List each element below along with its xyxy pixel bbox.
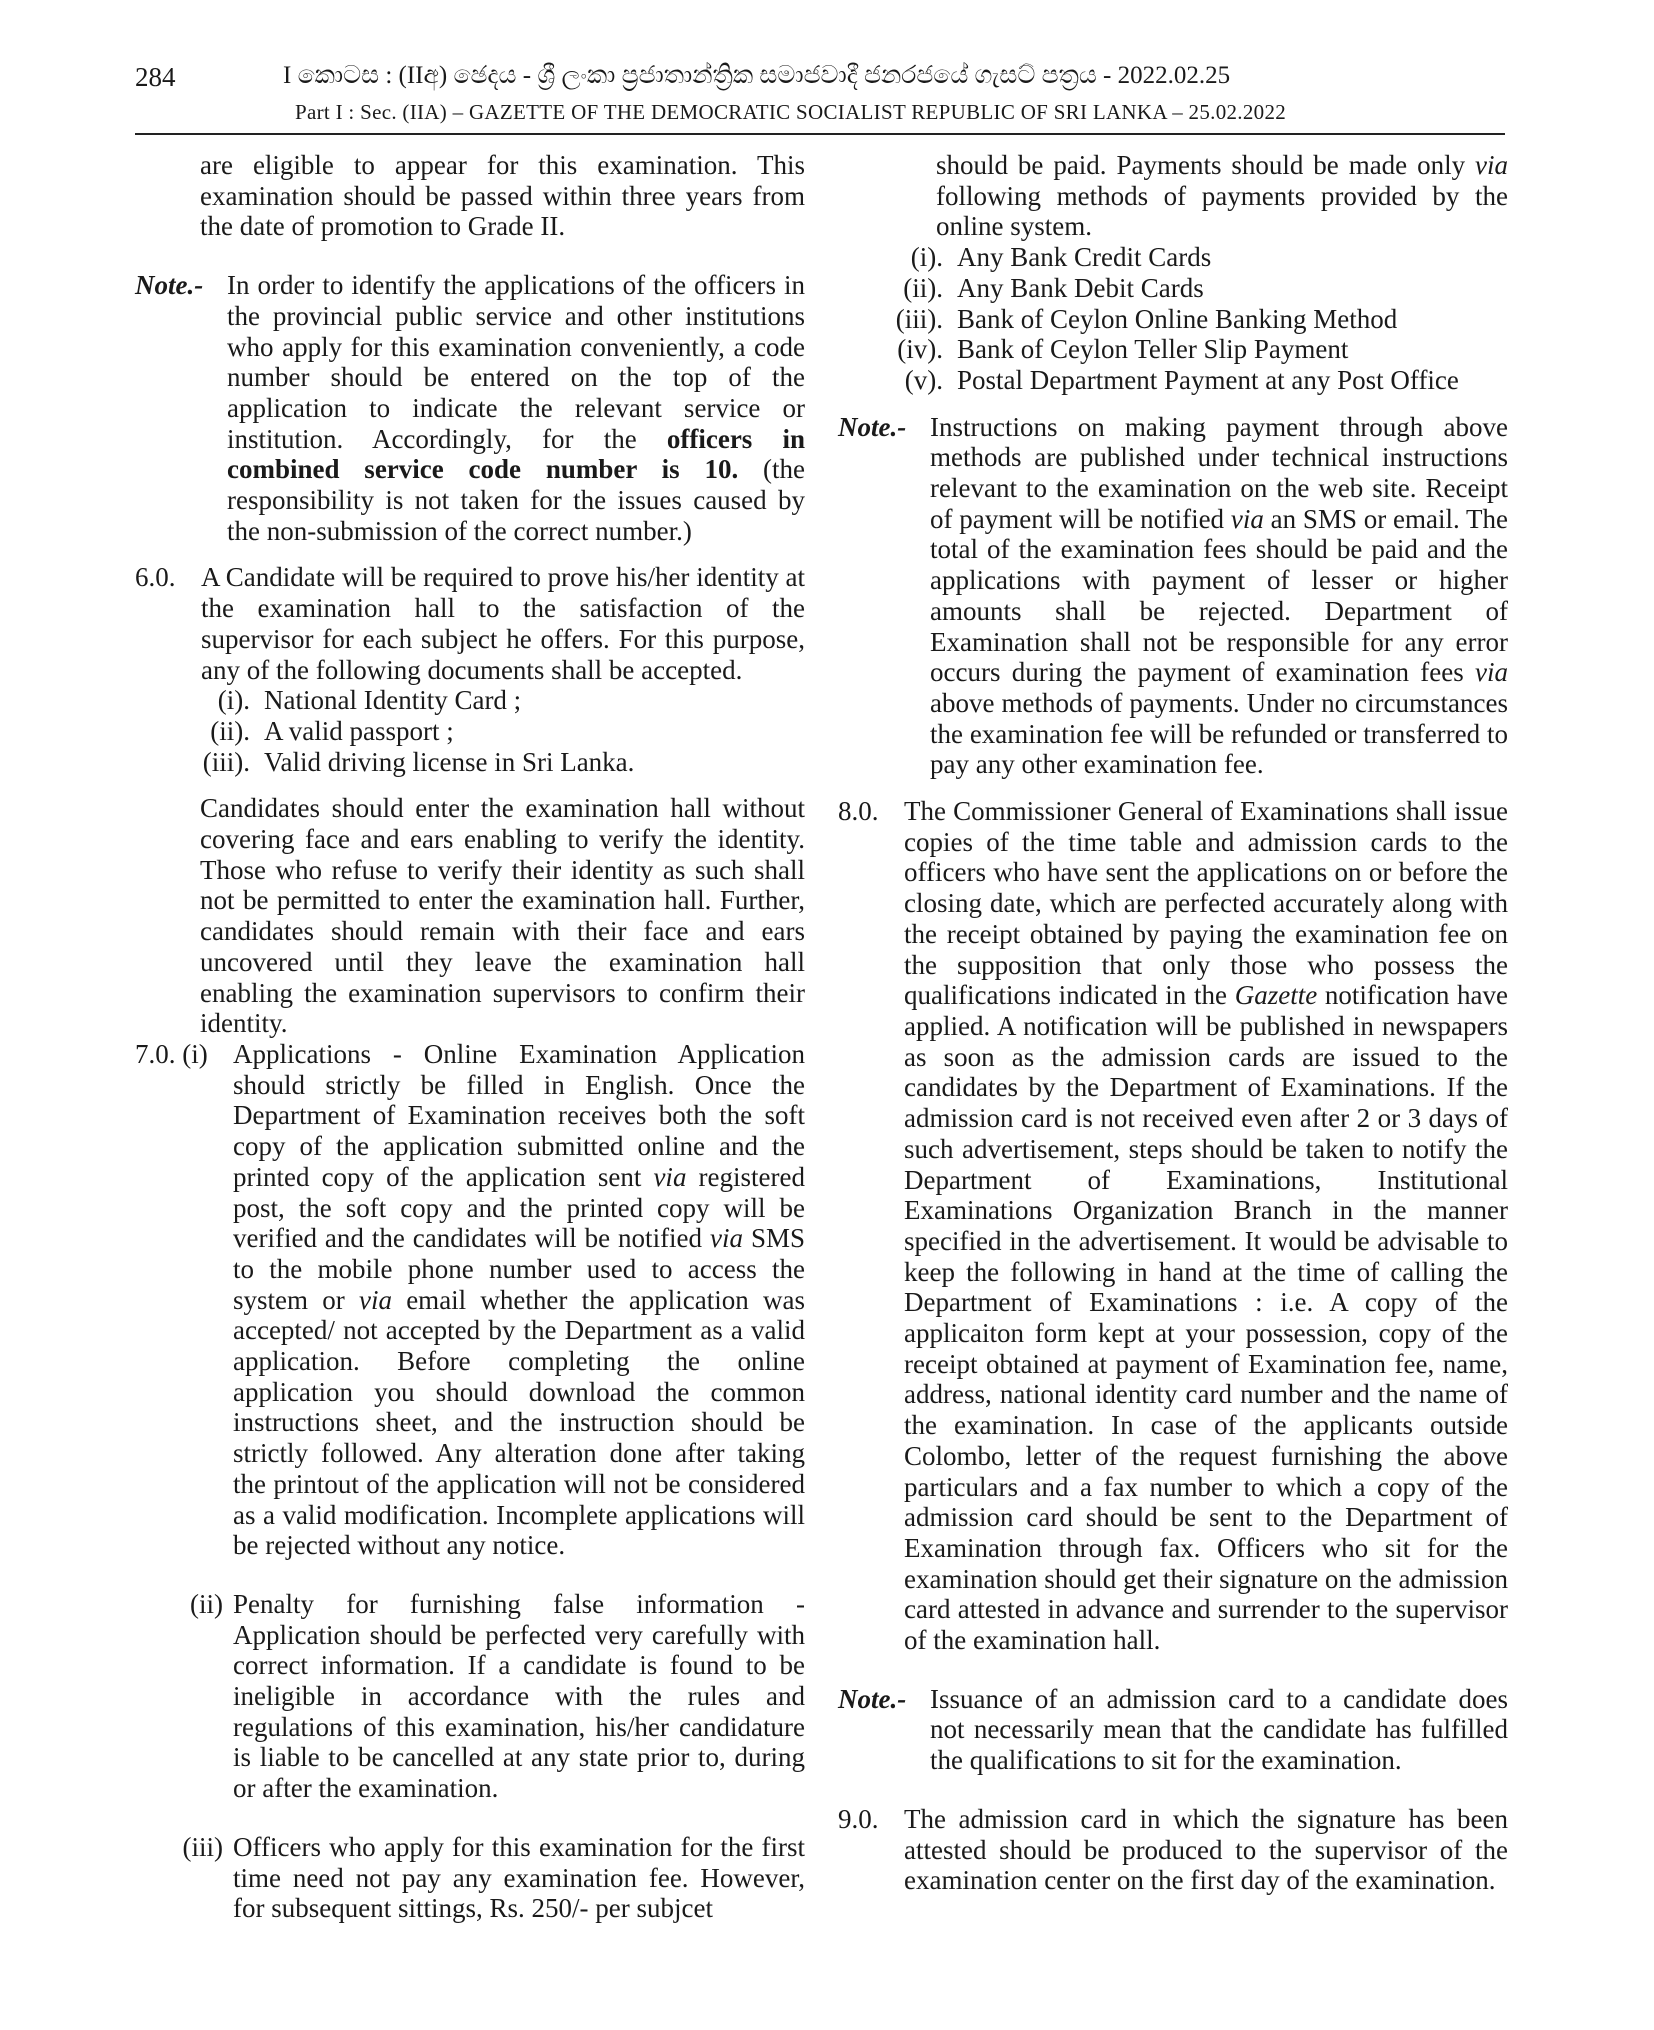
list-item: [135, 685, 805, 716]
italic-via: via: [1475, 657, 1508, 688]
list-number: (i).: [910, 242, 943, 273]
list-text: Any Bank Debit Cards: [957, 272, 1204, 303]
list-number: (iii).: [895, 303, 943, 334]
section-text: The admission card in which the signature has been attested should be produced to the supervisor of the examination center on the first day of the examination.: [904, 1803, 1508, 1896]
list-text: Any Bank Credit Cards: [957, 242, 1212, 273]
note-admission-card: [838, 1684, 1508, 1776]
note-label: Note.-: [838, 1683, 907, 1714]
list-text: Bank of Ceylon Online Banking Method: [957, 303, 1398, 334]
list-item: [838, 365, 1508, 396]
list-text: National Identity Card ;: [264, 685, 522, 716]
list-number: (ii).: [210, 715, 250, 746]
note-body: [227, 270, 805, 546]
list-item: [838, 273, 1508, 304]
text-run: SMS to the mobile phone number used to access the system or: [233, 1223, 805, 1315]
list-item: [135, 747, 805, 778]
section-number: 9.0.: [838, 1803, 879, 1834]
list-number: (ii).: [903, 272, 943, 303]
section-text: Officers who apply for this examination for the first time need not pay any examination fee. However, for subsequent sittings, Rs. 250/- per subjcet: [233, 1831, 805, 1924]
text-run: an SMS or email. The total of the examination fees should be paid and the applications with payment of lesser or higher amounts shall be rejected. Department of Examination shall not be responsible for any error occurs during the payment of examination fees: [930, 503, 1509, 688]
list-number: (v).: [904, 364, 943, 395]
note-code-number: [135, 270, 805, 546]
note-text-bold: officers in combined service code number is 10.: [227, 423, 806, 485]
note-label: Note.-: [135, 270, 204, 301]
text-run: should be paid. Payments should be made only: [936, 150, 1466, 180]
text-run: Instructions on making payment through above methods are published under technical instructions relevant to the examination on the web site. Receipt of payment will be notified: [930, 411, 1508, 534]
identity-paragraph: Candidates should enter the examination hall without covering face and ears enabling to verify the identity. Those who refuse to verify their identity as such shall not be permitted to enter the examination hall. Further, candidates should remain with their face and ears uncovered until they leave the examination hall enabling the examination supervisors to confirm their identity.: [200, 793, 805, 1039]
list-text: Postal Department Payment at any Post Office: [957, 364, 1459, 395]
intro-paragraph: are eligible to appear for this examination. This examination should be passed within three years from the date of promotion to Grade II.: [200, 150, 805, 242]
section-6: [135, 562, 805, 685]
section-7-i: [135, 1039, 805, 1561]
note-body: Issuance of an admission card to a candidate does not necessarily mean that the candidate has fulfilled the qualifications to sit for the examination.: [930, 1683, 1508, 1776]
note-payment: [838, 412, 1508, 780]
note-text-b: (the responsibility is not taken for the issues caused by the non-submission of the correct number.): [227, 454, 806, 546]
section-text: [904, 796, 1508, 1656]
list-text: A valid passport ;: [264, 715, 454, 746]
text-run: notification have applied. A notification will be published in newspapers as soon as the admission cards are issued to the candidates by the Department of Examinations. If the admission card is not received even after 2 or 3 days of such advertisement, steps should be taken to notify the Department of Examinations, Institutional Examinations Organization Branch in the manner specified in the advertisement. It would be advisable to keep the following in hand at the time of calling the Department of Examinations : i.e. A copy of the applicaiton form kept at your possession, copy of the receipt obtained at payment of Examination fee, name, address, national identity card number and the name of the examination. In case of the applicants outside Colombo, letter of the request furnishing the above particulars and a fax number to which a copy of the admission card should be sent to the Department of Examination through fax. Officers who sit for the examination should get their signature on the admission card attested in advance and surrender to the supervisor of the examination hall.: [904, 980, 1509, 1656]
payment-methods-list: [838, 242, 1508, 396]
page-number: 284: [135, 62, 176, 92]
section-number: (ii): [190, 1588, 223, 1619]
italic-via: via: [358, 1284, 392, 1315]
text-run: Applications - Online Examination Application should strictly be filled in English. Once the Department of Examination receives both the soft copy of the application submitted online and the printed copy of the application sent: [233, 1038, 805, 1192]
list-number: (i).: [217, 685, 250, 716]
text-run: following methods of payments provided by the online system.: [936, 180, 1508, 242]
list-item: [838, 242, 1508, 273]
text-run: registered post, the soft copy and the printed copy will be verified and the candidates will be notified: [233, 1161, 805, 1254]
text-run: above methods of payments. Under no circumstances the examination fee will be refunded or transferred to pay any other examination fee.: [930, 687, 1508, 780]
note-text-a: In order to identify the applications of the officers in the provincial public service and other institutions who apply for this examination conveniently, a code number should be entered on the top of the application to indicate the relevant service or institution. Accordingly, for the: [227, 270, 805, 454]
italic-via: via: [1475, 150, 1509, 180]
left-column: [135, 150, 805, 1924]
section-8: [838, 796, 1508, 1656]
italic-via: via: [653, 1161, 687, 1192]
list-item: [838, 334, 1508, 365]
section-number: 7.0. (i): [135, 1038, 208, 1069]
text-run: The Commissioner General of Examinations shall issue copies of the time table and admission cards to the officers who have sent the applications on or before the closing date, which are perfected accurately along with the receipt obtained by paying the examination fee on the supposition that only those who possess the qualifications indicated in the: [904, 796, 1508, 1011]
list-number: (iii).: [202, 746, 250, 777]
list-text: Valid driving license in Sri Lanka.: [264, 746, 635, 777]
section-text: Penalty for furnishing false information - Application should be perfected very carefully with correct information. If a candidate is found to be ineligible in accordance with the rules and regulations of this examination, his/her candidature is liable to be cancelled at any state prior to, during or after the examination.: [233, 1588, 805, 1804]
header-rule: [135, 133, 1505, 135]
italic-via: via: [1230, 503, 1264, 534]
section-number: 8.0.: [838, 796, 879, 827]
right-column: [838, 150, 1508, 1896]
section-9: [838, 1804, 1508, 1896]
list-text: Bank of Ceylon Teller Slip Payment: [957, 334, 1349, 365]
section-text: [233, 1039, 805, 1561]
header-title-english: Part I : Sec. (IIA) – GAZETTE OF THE DEMOCRATIC SOCIALIST REPUBLIC OF SRI LANKA – 25.02.2022: [295, 100, 1287, 124]
payment-continuation: [838, 150, 1508, 242]
italic-gazette: Gazette: [1234, 980, 1318, 1011]
id-documents-list: [135, 685, 805, 777]
section-7-iii: [135, 1832, 805, 1924]
section-7-ii: [135, 1589, 805, 1804]
section-number: 6.0.: [135, 562, 176, 593]
section-text: A Candidate will be required to prove his/her identity at the examination hall to the satisfaction of the supervisor for each subject he offers. For this purpose, any of the following documents shall be accepted.: [201, 562, 805, 685]
note-body: [930, 412, 1508, 780]
list-number: (iv).: [897, 334, 943, 365]
list-item: [838, 304, 1508, 335]
text-run: email whether the application was accepted/ not accepted by the Department as a valid application. Before completing the online application you should download the common instructions sheet, and the instruction should be strictly followed. Any alteration done after taking the printout of the application will not be considered as a valid modification. Incomplete applications will be rejected without any notice.: [233, 1284, 805, 1561]
note-label: Note.-: [838, 411, 907, 442]
header-title-sinhala: I කොටස : (IIඅ) ඡෙදය - ශ්‍රී ලංකා ප්‍රජාතාන්ත්‍රික සමාජවාදී ජනරජයේ ගැසට් පත්‍රය - 2022.02.25: [283, 62, 1231, 89]
list-item: [135, 716, 805, 747]
section-number: (iii): [182, 1831, 223, 1862]
italic-via: via: [710, 1223, 743, 1254]
